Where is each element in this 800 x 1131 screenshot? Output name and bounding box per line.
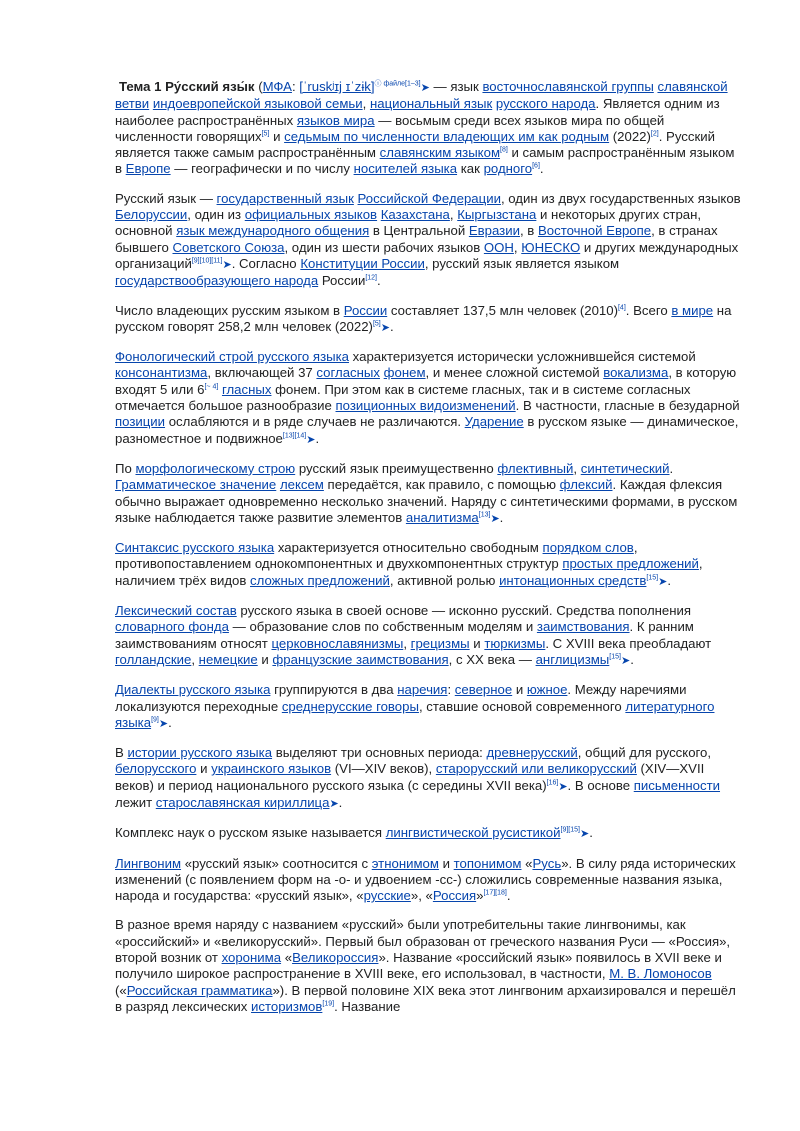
article-link[interactable]: русские	[363, 888, 411, 904]
text-run: и некоторых других стран, основной	[115, 207, 702, 239]
text-run: .	[589, 825, 593, 841]
text-run: »). В первой половине XIX века этот лингвоним архаизировался и перешёл в разряд лексических	[115, 982, 736, 1014]
article-link[interactable]: России	[343, 302, 388, 318]
article-link[interactable]: Диалекты русского языка	[115, 682, 271, 698]
text-run: ,	[573, 460, 581, 476]
article-link[interactable]: вокализма	[603, 365, 669, 381]
arrow-icon[interactable]: ➤	[380, 321, 390, 334]
article-link[interactable]: литературного языка	[115, 698, 715, 730]
text-run: , в странах бывшего	[115, 223, 718, 255]
paragraph	[115, 682, 742, 732]
text-run: .	[338, 794, 343, 810]
text-run: передаётся, как правило, с помощью	[323, 477, 560, 493]
text-run: ослабляются и в ряде случаев не различаются.	[165, 414, 465, 430]
article-link[interactable]: родного	[483, 161, 533, 177]
article-link[interactable]: северное	[454, 682, 513, 698]
text-run: России	[318, 273, 366, 289]
text-run: группируются в два	[270, 682, 398, 698]
article-link[interactable]: старорусский или великорусский	[435, 761, 637, 777]
article-link[interactable]: Лингвоним	[115, 855, 182, 871]
text-run: »	[476, 888, 484, 904]
article-link[interactable]: консонантизма	[115, 365, 208, 381]
article-link[interactable]: флексий	[559, 477, 613, 493]
text-run: . С XVIII века преобладают	[545, 635, 712, 651]
text-run: .	[669, 460, 674, 476]
footnote-ref[interactable]: [9][15]	[560, 826, 580, 834]
paragraph	[115, 745, 742, 812]
text-run: и других международных организаций	[115, 239, 739, 271]
text-run: По	[115, 460, 136, 476]
text-run: , в	[519, 223, 538, 239]
text-run: (VI—XIV веков),	[331, 761, 436, 777]
article-link[interactable]: согласных	[316, 365, 380, 381]
text-run: («	[115, 982, 127, 998]
text-run: . Каждая флексия обычно выражает одновременно несколько значений. Наряду с синтетическими формами, в русском языке наблюдается также развитие элементов	[115, 477, 738, 525]
text-run: В разное время наряду с названием «русский» были употребительны такие лингвонимы, как «российский» и «великорусский». Первый был образован от греческого названия Руси — «Россия», второй возник от	[115, 917, 731, 966]
article-link[interactable]: Белоруссии	[115, 207, 188, 223]
text-run: , один из двух государственных языков	[500, 190, 741, 206]
arrow-icon[interactable]: ➤	[329, 797, 339, 810]
arrow-icon[interactable]: ➤	[158, 717, 169, 730]
article-link[interactable]: среднерусские говоры	[281, 698, 419, 714]
text-run: . Согласно	[231, 255, 301, 271]
text-run: . Русский является также самым распространённым	[115, 128, 715, 161]
text-run: Русский язык —	[115, 190, 217, 206]
text-run: .	[315, 430, 320, 446]
text-run: , активной ролью	[389, 572, 500, 588]
article-link[interactable]: немецкие	[198, 651, 258, 667]
text-run: ». В силу ряда исторических изменений (с появлением форм на -о- и удвоением -сс-) сложились современные названия языка, народа и государства: «русский язык», «	[115, 855, 736, 904]
text-run: .	[630, 651, 634, 667]
arrow-icon[interactable]: ➤	[658, 575, 668, 588]
footnote-ref[interactable]: [1–3]	[405, 80, 421, 88]
text-run: :	[447, 682, 455, 698]
article-link[interactable]: англицизмы	[535, 651, 610, 667]
text-run: русский язык преимущественно	[295, 460, 498, 476]
article-link[interactable]: морфологическому строю	[135, 460, 296, 476]
page-title: Ру́сский язы́к	[165, 79, 255, 94]
paragraph	[115, 461, 742, 527]
text-run: , в которую входят 5 или 6	[115, 365, 737, 397]
paragraph	[115, 303, 742, 337]
arrow-icon[interactable]: ➤	[490, 512, 500, 525]
article-link[interactable]: Ударение	[464, 414, 524, 430]
article-link[interactable]: флективный	[497, 460, 574, 476]
article-link[interactable]: синтетический	[580, 460, 670, 476]
article-link[interactable]: хоронима	[221, 950, 282, 966]
article-link[interactable]: государственный язык	[216, 190, 354, 206]
text-run: (XIV—XVII веков) и период национального русского языка (с середины XVII века)	[115, 761, 705, 793]
footnote-ref[interactable]: [4]	[617, 304, 626, 312]
text-run: — восьмым среди всех языков мира по общей численности говорящих	[115, 112, 665, 144]
text-run: и	[469, 635, 485, 651]
article-link[interactable]: позиционных видоизменений	[335, 398, 516, 414]
text-run: , включающей 37	[207, 365, 317, 381]
text-run: . Название	[334, 998, 401, 1014]
footnote-ref[interactable]: [9]	[151, 716, 159, 724]
article-link[interactable]: Российская грамматика	[126, 982, 273, 998]
article-link[interactable]: Лексический состав	[115, 603, 237, 619]
article-link[interactable]: Советского Союза	[172, 239, 285, 255]
footnote-ref[interactable]: [16]	[546, 779, 559, 787]
text-run: — образование слов по собственным моделям и	[228, 619, 537, 635]
article-link[interactable]: белорусского	[115, 761, 197, 777]
article-link[interactable]: украинского языков	[211, 761, 332, 777]
arrow-icon[interactable]: ➤	[558, 780, 568, 793]
footnote-ref[interactable]: [15]	[646, 574, 659, 582]
text-run: . В основе	[567, 777, 634, 793]
article-link[interactable]: Европе	[125, 161, 171, 177]
text-run: (	[254, 79, 263, 94]
article-link[interactable]: лингвистической русистикой	[385, 825, 561, 841]
text-run: .	[499, 509, 504, 525]
article-link[interactable]: древнерусский	[486, 745, 578, 761]
paragraph	[115, 79, 742, 178]
text-run: Число владеющих русским языком в	[115, 302, 344, 318]
article-link[interactable]: голландские	[115, 651, 192, 667]
article-link[interactable]: Евразии	[468, 223, 520, 239]
footnote-ref[interactable]: [5]	[372, 320, 381, 328]
text-run: (2022)	[609, 128, 651, 144]
article-link[interactable]: Российской Федерации	[357, 190, 501, 206]
text-run: и самым распространённым языком в	[115, 145, 735, 177]
footnote-ref[interactable]: [13]	[478, 511, 491, 519]
article-link[interactable]: аналитизма	[405, 509, 479, 525]
text-run: характеризуется исторически усложнившейся системой	[349, 349, 696, 365]
text-run: .	[506, 888, 511, 904]
article-link[interactable]: южное	[526, 682, 568, 698]
article-link[interactable]: национальный язык	[369, 96, 493, 112]
article-link[interactable]: словарного фонда	[115, 619, 229, 635]
article-link[interactable]: ЮНЕСКО	[521, 239, 581, 255]
article-link[interactable]: М. В. Ломоносов	[609, 966, 712, 982]
article-link[interactable]: интонационных средств	[499, 572, 647, 588]
paragraph	[115, 540, 742, 590]
article-link[interactable]: этнонимом	[371, 855, 439, 871]
article-link[interactable]: в мире	[671, 302, 714, 318]
article-link[interactable]: заимствования	[536, 619, 630, 635]
text-run: . К ранним заимствованиям относят	[115, 619, 694, 651]
text-run: «русский язык» соотносится с	[181, 855, 372, 871]
footnote-ref[interactable]: [~ 4]	[204, 383, 219, 391]
footnote-ref[interactable]: [19]	[322, 1000, 335, 1008]
article-link[interactable]: истории русского языка	[127, 745, 273, 761]
text-run: составляет 137,5 млн человек (2010)	[387, 302, 618, 318]
article-link[interactable]: языков мира	[296, 112, 375, 128]
text-run: — географически и по числу	[170, 161, 354, 177]
arrow-icon[interactable]: ➤	[579, 828, 590, 841]
article-link[interactable]: тюркизмы	[484, 635, 546, 651]
text-run: . Всего	[625, 302, 672, 318]
article-link[interactable]: сложных предложений	[250, 572, 390, 588]
text-run: и	[257, 651, 273, 667]
footnote-ref[interactable]: [6]	[532, 163, 540, 171]
footnote-ref[interactable]: ⓘ файле	[374, 80, 406, 88]
text-run: .	[168, 714, 172, 730]
text-run: Комплекс наук о русском языке называется	[115, 825, 386, 841]
footnote-ref[interactable]: [9][10][11]	[191, 257, 223, 265]
article-link[interactable]: русского народа	[495, 96, 596, 112]
text-run: , и менее сложной системой	[425, 365, 604, 381]
text-run: .	[389, 318, 394, 334]
text-run: на русском говорят 258,2 млн человек (2022)	[115, 302, 732, 334]
text-run: — язык	[429, 79, 483, 94]
article-link[interactable]: старославянская кириллица	[155, 794, 330, 810]
article-link[interactable]: Синтаксис русского языка	[115, 540, 275, 556]
text-run: , один из шести рабочих языков	[284, 239, 484, 255]
article-link[interactable]: ООН	[483, 239, 514, 255]
text-run: . Является одним из наиболее распространённых	[115, 96, 720, 128]
text-run: выделяют три основных периода:	[272, 745, 487, 761]
paragraph	[115, 191, 742, 290]
text-run: , наличием трёх видов	[115, 556, 703, 588]
article-link[interactable]: наречия	[397, 682, 448, 698]
article-link[interactable]: французские заимствования	[272, 651, 449, 667]
document-page	[115, 79, 742, 1028]
article-link[interactable]: славянским языком	[379, 145, 501, 161]
article-link[interactable]: порядком слов	[542, 540, 634, 556]
article-link[interactable]: гласных	[221, 381, 272, 397]
text-run: . В частности, гласные в безударной	[515, 398, 740, 414]
article-link[interactable]: историзмов	[251, 998, 323, 1014]
article-link[interactable]: фонем	[383, 365, 426, 381]
article-link[interactable]: Казахстана	[380, 207, 450, 223]
text-run: .	[667, 572, 671, 588]
arrow-icon[interactable]: ➤	[306, 433, 316, 446]
text-run: «	[281, 950, 293, 966]
text-run: :	[291, 79, 300, 94]
text-run: характеризуется относительно свободным	[274, 540, 543, 556]
text-run: , общий для русского,	[577, 745, 712, 761]
text-run: ,	[191, 651, 199, 667]
text-run: и	[269, 128, 285, 144]
article-link[interactable]: [ˈruskʲɪj ɪˈzɨk]	[299, 79, 375, 94]
article-link[interactable]: Фонологический строй русского языка	[115, 349, 349, 365]
article-link[interactable]: славянской ветви	[115, 79, 728, 112]
text-run: фонем. При этом как в системе гласных, так и в системе согласных отмечается большое разнообразие	[115, 381, 691, 414]
article-link[interactable]: топонимом	[453, 855, 522, 871]
article-link[interactable]: носителей языка	[353, 161, 458, 177]
article-link[interactable]: Восточной Европе	[537, 223, 652, 239]
article-link[interactable]: позиции	[115, 414, 166, 430]
paragraph	[115, 603, 742, 669]
article-link[interactable]: грецизмы	[410, 635, 470, 651]
text-run: русского языка в своей основе — исконно русский. Средства пополнения	[236, 603, 692, 619]
footnote-ref[interactable]: [5]	[261, 130, 270, 138]
paragraph	[115, 349, 742, 448]
text-run: , ставшие основой современного	[418, 698, 626, 714]
text-run: , один из	[187, 207, 245, 223]
article-link[interactable]: Конституции России	[300, 255, 425, 271]
article-link[interactable]: официальных языков	[244, 207, 378, 223]
text-run: в Центральной	[369, 223, 469, 239]
article-link[interactable]: седьмым по численности владеющих им как родным	[284, 128, 610, 144]
text-run: , с XX века —	[448, 651, 536, 667]
footnote-ref[interactable]: [8]	[500, 146, 508, 154]
footnote-ref[interactable]: [2]	[650, 130, 659, 138]
text-run: .	[377, 273, 381, 289]
article-link[interactable]: Кыргызстана	[457, 207, 537, 223]
page-title: Тема 1	[119, 79, 166, 94]
text-run: «	[521, 855, 533, 871]
article-link[interactable]: государствообразующего народа	[115, 273, 319, 289]
text-run: и	[438, 855, 454, 871]
footnote-ref[interactable]: [17][18]	[483, 889, 507, 897]
text-run: . Между наречиями локализуются переходные	[115, 682, 687, 714]
text-run: .	[539, 161, 544, 177]
text-run: », «	[410, 888, 433, 904]
text-run: , русский язык является языком	[424, 255, 620, 271]
text-run: , противопоставлением однокомпонентных и двухкомпонентных структур	[115, 540, 638, 572]
article-link[interactable]: лексем	[279, 477, 324, 493]
text-run: ,	[362, 96, 370, 112]
article-link[interactable]: письменности	[633, 777, 721, 793]
arrow-icon[interactable]: ➤	[620, 654, 631, 667]
article-link[interactable]: Россия	[432, 888, 477, 904]
article-link[interactable]: МФА	[262, 79, 292, 94]
text-run: и	[512, 682, 527, 698]
paragraph	[115, 856, 742, 905]
article-link[interactable]: простых предложений	[562, 556, 699, 572]
text-run: ,	[449, 207, 458, 223]
article-link[interactable]: индоевропейской языковой семьи	[152, 96, 363, 112]
article-link[interactable]: Русь	[532, 855, 562, 871]
footnote-ref[interactable]: [12]	[365, 274, 377, 282]
text-run: ,	[513, 239, 522, 255]
paragraph	[115, 825, 742, 842]
footnote-ref[interactable]: [15]	[609, 653, 621, 661]
article-link[interactable]: Грамматическое значение	[115, 477, 277, 493]
text-run: В	[115, 745, 128, 761]
text-run: лежит	[115, 794, 156, 810]
arrow-icon[interactable]: ➤	[222, 258, 232, 271]
text-run: в русском языке — динамическое, разноместное и подвижное	[115, 414, 739, 446]
text-run: ». Название «российский язык» появилось в XVII веке и получило широкое распространение в XVIII веке, его использовал, в частности,	[115, 950, 722, 982]
footnote-ref[interactable]: [13][14]	[282, 432, 307, 440]
text-run: ,	[403, 635, 411, 651]
article-link[interactable]: Великороссия	[292, 950, 379, 966]
text-run: как	[457, 161, 484, 177]
article-link[interactable]: язык международного общения	[176, 223, 370, 239]
article-link[interactable]: восточнославянской группы	[482, 79, 654, 94]
paragraph	[115, 917, 742, 1015]
article-link[interactable]: церковнославянизмы	[271, 635, 404, 651]
arrow-icon[interactable]: ➤	[420, 82, 430, 94]
text-run: и	[196, 761, 212, 777]
